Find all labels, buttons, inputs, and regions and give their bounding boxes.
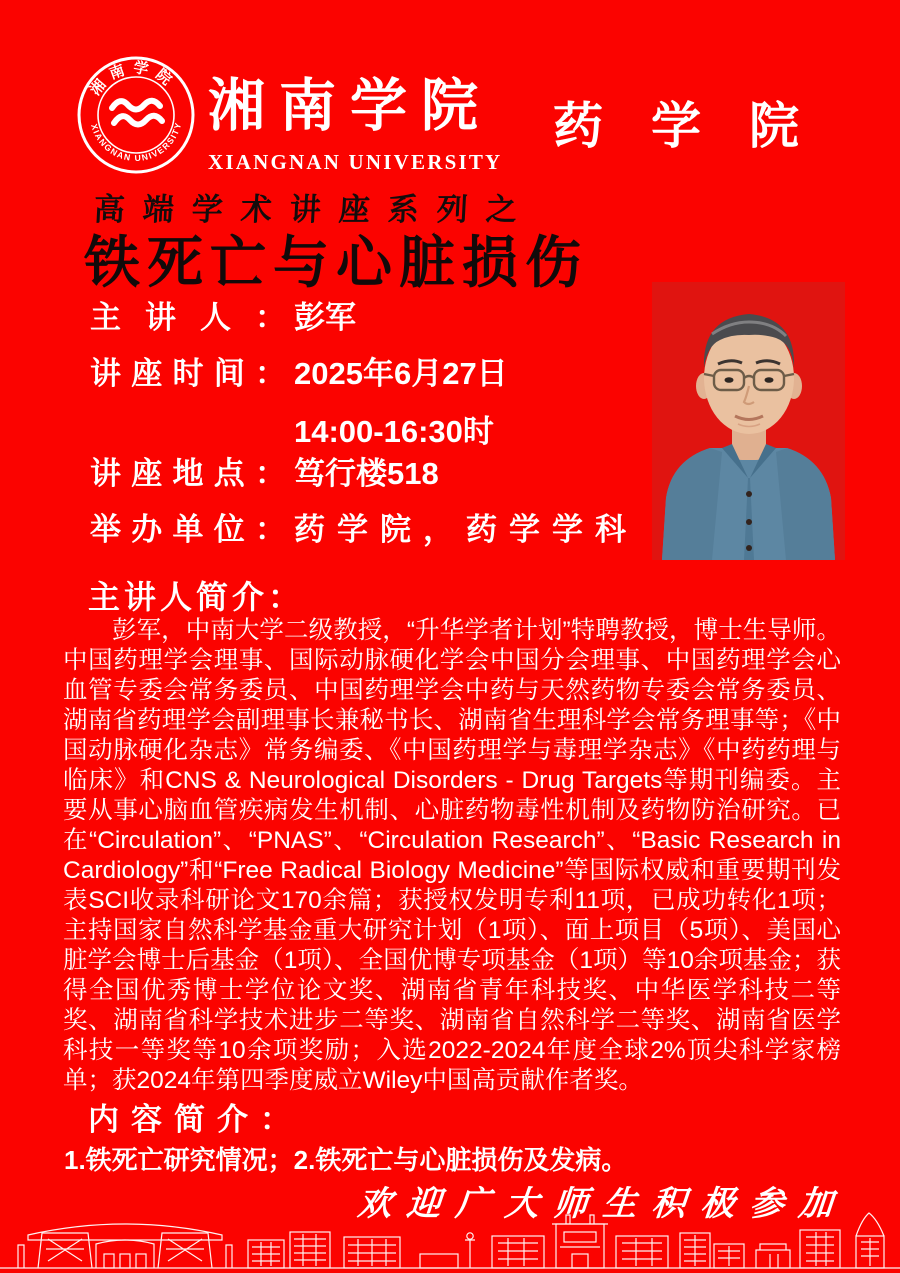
university-name-en: XIANGNAN UNIVERSITY	[208, 150, 503, 174]
bio-text: 彭军，中南大学二级教授，“升华学者计划”特聘教授，博士生导师。中国药理学会理事、国际动脉硬化学会中国分会理事、中国药理学会心血管专委会常务委员、中国药理学会中药与天然药物专委会常务委员、湖南省药理学会副理事长兼秘书长、湖南省生理科学会常务理事等；《中国动脉硬化杂志》常务编委、《中国药理学与毒理学杂志》《中药药理与临床》和CNS & Neurological Disorders - Drug Targets等期刊编委。主要从事心脑血管疾病发生机制、心脏药物毒性机制及药物防治研究。已在“Circulation”、“PNAS”、“Circulation Research”、“Basic Research in Cardiology”和“Free Radical Biology Medicine”等国际权威和重要期刊发表SCI收录科研论文170余篇；获授权发明专利11项，已成功转化1项；主持国家自然科学基金重大研究计划（1项）、面上项目（5项）、美国心脏学会博士后基金（1项）、全国优博专项基金（1项）等10余项基金；获得全国优秀博士学位论文奖、湖南省青年科技奖、中华医学科技二等奖、湖南省科学技术进步二等奖、湖南省自然科学二等奖、湖南省医学科技一等奖等10余项奖励；入选2022-2024年度全球2%顶尖科学家榜单；获2024年第四季度威立Wiley中国高贡献作者奖。	[63, 617, 841, 1094]
time-hours: 14:00-16:30时	[294, 414, 494, 449]
organizer-value: 药学院，药学学科	[294, 512, 638, 547]
time-row	[90, 348, 508, 451]
speaker-row	[90, 292, 356, 337]
time-date: 2025年6月27日	[294, 356, 508, 391]
series-title: 高端学术讲座系列之	[92, 192, 536, 227]
campus-skyline-icon	[0, 1209, 900, 1273]
lecture-title: 铁死亡与心脏损伤	[84, 231, 588, 294]
venue-label: 讲座地点：	[90, 456, 286, 491]
organizer-label: 举办单位：	[90, 512, 286, 547]
organizer-row	[90, 504, 638, 549]
svg-text:湘南学院: 湘南学院	[86, 58, 181, 99]
summary-text: 1.铁死亡研究情况；2.铁死亡与心脏损伤及发病。	[64, 1145, 628, 1175]
bio-heading: 主讲人简介：	[88, 579, 305, 615]
speaker-portrait-icon	[652, 282, 845, 560]
venue-value: 笃行楼518	[294, 456, 439, 491]
time-value	[294, 348, 508, 451]
summary-heading: 内容简介：	[88, 1102, 303, 1137]
college-name: 药学院	[553, 98, 847, 154]
welcome-message: 欢迎广大师生积极参加	[356, 1186, 850, 1223]
svg-text:XIANGNAN UNIVERSITY: XIANGNAN UNIVERSITY	[89, 120, 184, 164]
time-label: 讲座时间：	[90, 356, 286, 391]
speaker-photo	[652, 282, 845, 560]
speaker-label: 主讲人：	[90, 300, 286, 335]
venue-row	[90, 448, 439, 493]
university-name-cn: 湘南学院	[208, 75, 492, 138]
speaker-name: 彭军	[294, 300, 356, 335]
university-seal-icon	[76, 55, 196, 175]
university-brand	[208, 60, 502, 175]
